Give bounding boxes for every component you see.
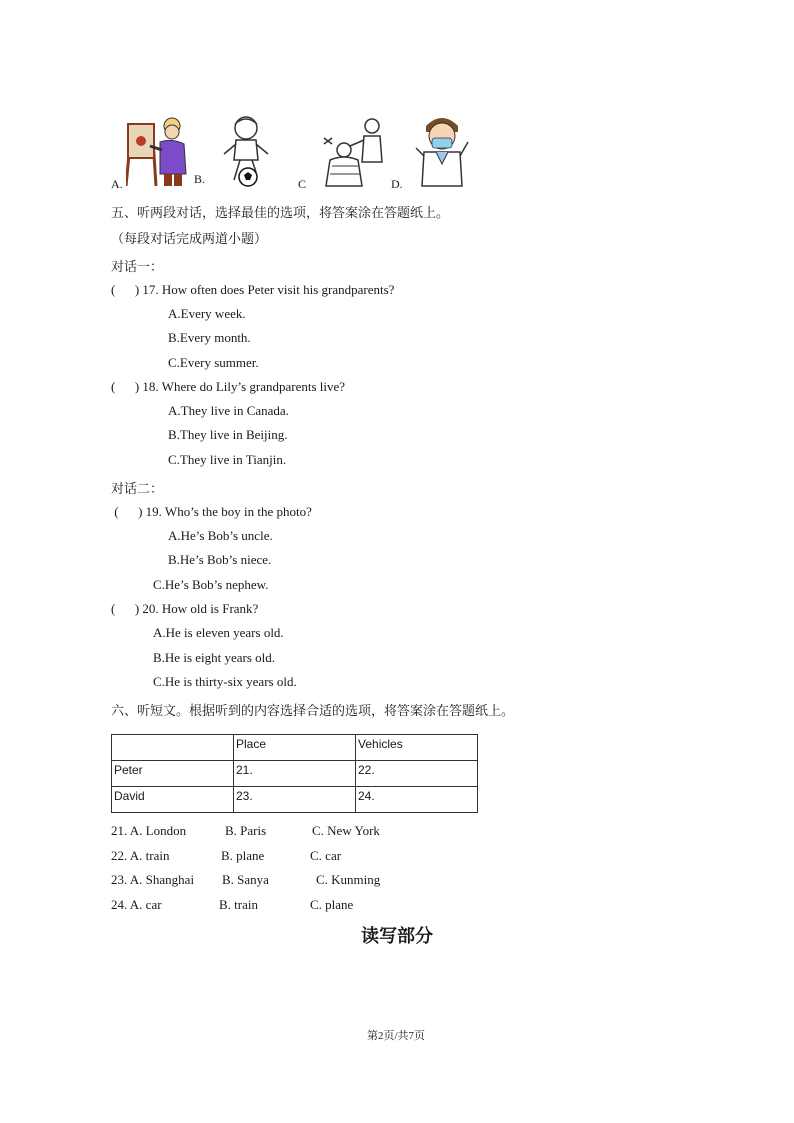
- question-20-stem: ( ) 20. How old is Frank?: [111, 601, 259, 616]
- boy-football-icon: [216, 114, 276, 188]
- question-17-option-a: A.Every week.: [168, 306, 246, 321]
- question-19-option-b: B.He’s Bob’s niece.: [168, 552, 272, 567]
- table-cell: Peter: [112, 761, 234, 787]
- choice-24-c: C. plane: [310, 897, 354, 912]
- choice-22-a: 22. A. train: [111, 848, 170, 863]
- dialog2-label: 对话二：: [111, 482, 164, 497]
- choice-23-b: B. Sanya: [222, 872, 269, 887]
- question-19-option-a: A.He’s Bob’s uncle.: [168, 528, 273, 543]
- table-header-cell: Place: [234, 735, 356, 761]
- choice-21-c: C. New York: [312, 823, 380, 838]
- question-19-stem: ( ) 19. Who’s the boy in the photo?: [111, 504, 312, 519]
- table-cell: David: [112, 787, 234, 813]
- choice-22-c: C. car: [310, 848, 342, 863]
- table-row: [112, 761, 478, 787]
- table-cell: 22.: [356, 761, 478, 787]
- table-header-row: [112, 735, 478, 761]
- answer-table: [111, 734, 478, 813]
- section5-title: 五、听两段对话，选择最佳的选项，将答案涂在答题纸上。: [111, 206, 450, 221]
- table-row: [112, 787, 478, 813]
- doctor-icon: [412, 112, 472, 188]
- question-18-option-b: B.They live in Beijing.: [168, 427, 288, 442]
- question-20-option-b: B.He is eight years old.: [153, 650, 276, 665]
- barber-icon: [322, 116, 390, 188]
- choice-21-a: 21. A. London: [111, 823, 187, 838]
- part-title: 读写部分: [361, 926, 433, 947]
- choice-21-b: B. Paris: [225, 823, 267, 838]
- question-18-option-c: C.They live in Tianjin.: [168, 452, 287, 467]
- dialog1-label: 对话一：: [111, 260, 164, 275]
- table-cell: 24.: [356, 787, 478, 813]
- table-cell: 21.: [234, 761, 356, 787]
- page-footer: 第2页/共7页: [367, 1030, 426, 1042]
- table-header-cell: Vehicles: [356, 735, 478, 761]
- option-label-c: C: [298, 177, 307, 191]
- option-label-d: D.: [391, 177, 403, 191]
- question-18-option-a: A.They live in Canada.: [168, 403, 289, 418]
- table-cell: 23.: [234, 787, 356, 813]
- question-18-stem: ( ) 18. Where do Lily’s grandparents live?: [111, 379, 346, 394]
- choice-24-a: 24. A. car: [111, 897, 162, 912]
- choice-22-b: B. plane: [221, 848, 265, 863]
- question-17-option-b: B.Every month.: [168, 330, 251, 345]
- choice-23-a: 23. A. Shanghai: [111, 872, 195, 887]
- question-17-stem: ( ) 17. How often does Peter visit his grandparents?: [111, 282, 395, 297]
- question-20-option-c: C.He is thirty-six years old.: [153, 674, 297, 689]
- painter-icon: [126, 116, 196, 188]
- option-label-a: A.: [111, 177, 123, 191]
- question-17-option-c: C.Every summer.: [168, 355, 259, 370]
- table-header-cell: [112, 735, 234, 761]
- question-20-option-a: A.He is eleven years old.: [153, 625, 284, 640]
- choice-24-b: B. train: [219, 897, 258, 912]
- section5-note: （每段对话完成两道小题）: [111, 232, 268, 247]
- option-label-b: B.: [194, 172, 206, 186]
- choice-23-c: C. Kunming: [316, 872, 381, 887]
- question-19-option-c: C.He’s Bob’s nephew.: [153, 577, 269, 592]
- section6-title: 六、听短文。根据听到的内容选择合适的选项，将答案涂在答题纸上。: [111, 704, 515, 719]
